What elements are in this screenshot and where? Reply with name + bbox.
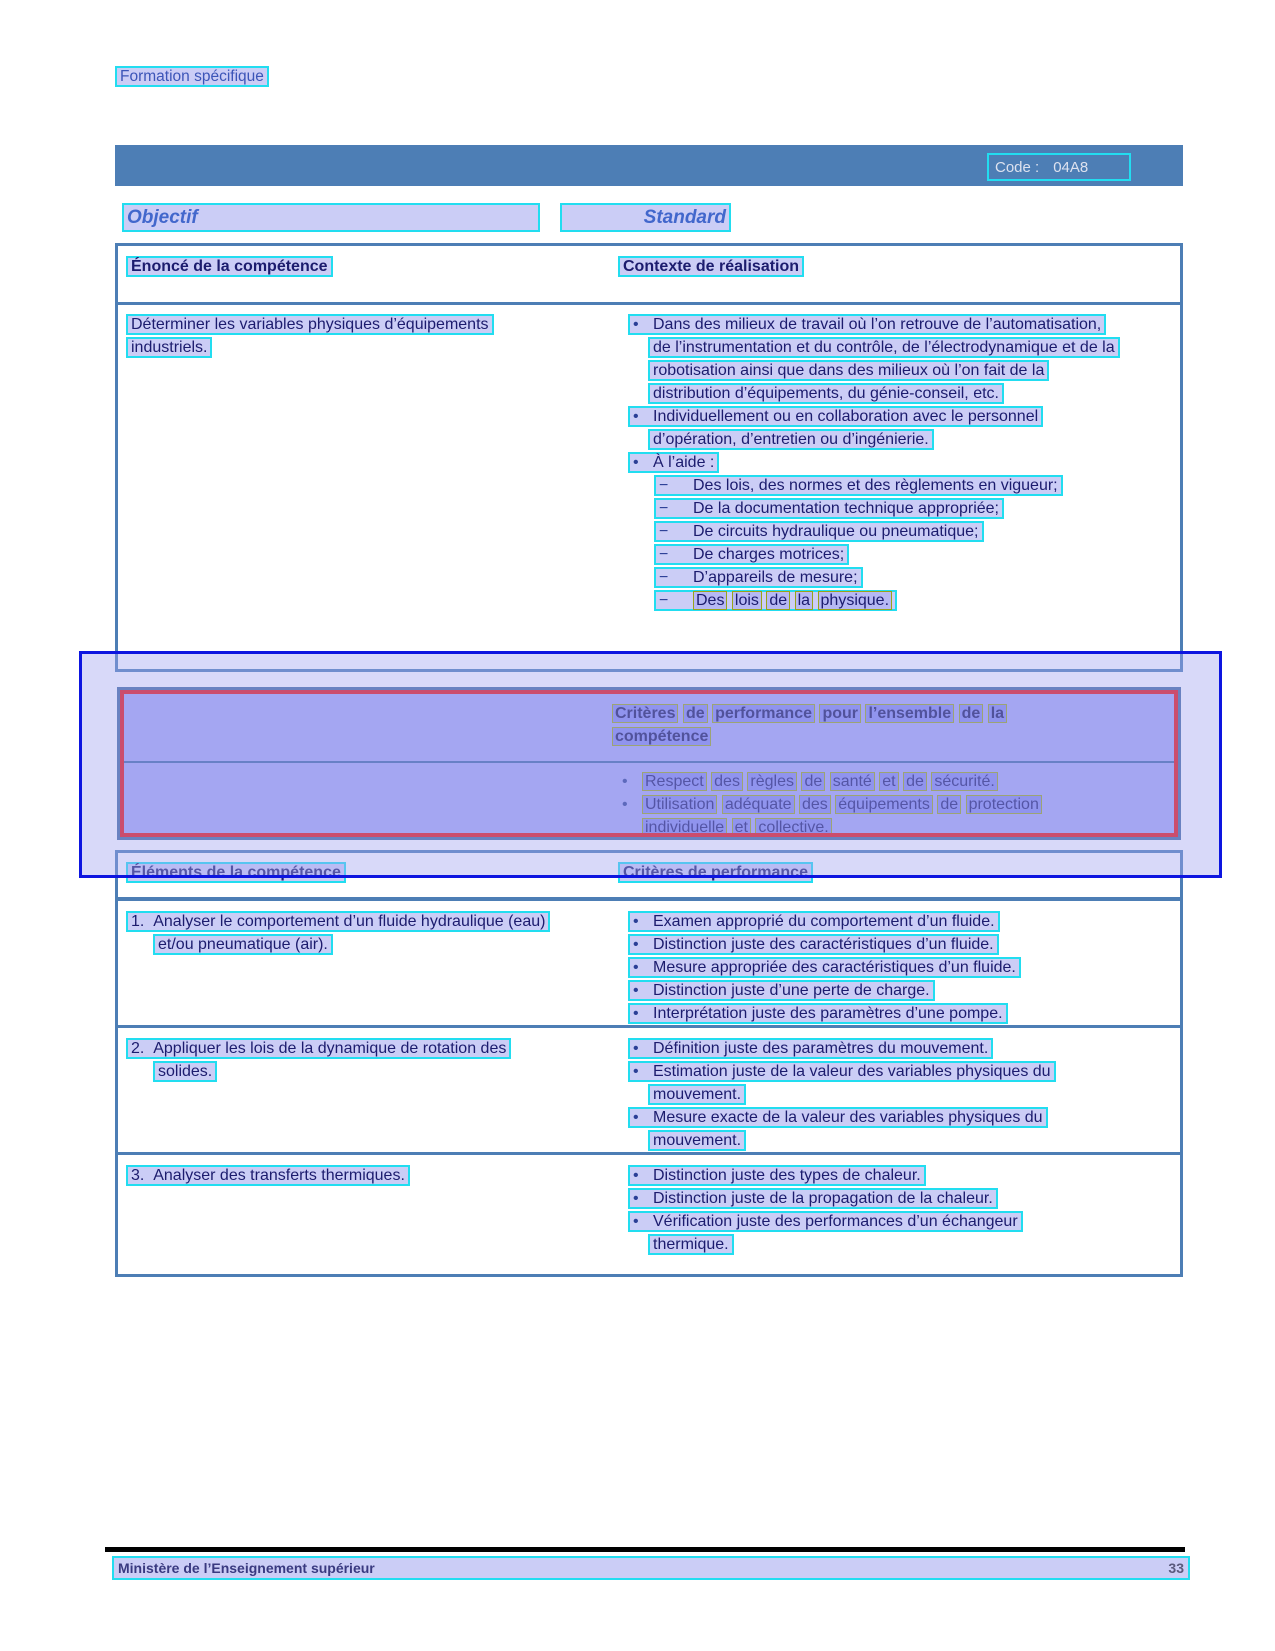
enonce-cell: Déterminer les variables physiques d’équipements industriels. (126, 313, 556, 612)
table2-rows (118, 901, 1180, 1256)
table-row (118, 901, 1180, 1025)
contexte-item: − De circuits hydraulique ou pneumatique; (618, 520, 1116, 543)
element-cell: 1. Analyser le comportement d’un fluide hydraulique (eau) et/ou pneumatique (air). (126, 910, 556, 1025)
heading-standard: Standard (560, 203, 731, 228)
footer-rule (105, 1547, 1185, 1552)
heading-objectif: Objectif (122, 203, 540, 228)
contexte-item: • À l’aide : (618, 451, 1116, 474)
criteria-item: • Distinction juste des caractéristiques d’un fluide. (618, 933, 1088, 956)
table-row (118, 1025, 1180, 1152)
table1-header-row (118, 246, 1180, 305)
table2-header-elements: Éléments de la compétence (126, 864, 618, 897)
elements-criteria-table (115, 850, 1183, 1277)
criteria-item: • Définition juste des paramètres du mouvement. (618, 1037, 1088, 1060)
competence-context-table (115, 243, 1183, 672)
table1-header-contexte: Contexte de réalisation (618, 258, 1180, 302)
criteria-item: • Distinction juste des types de chaleur. (618, 1164, 1088, 1187)
element-cell: 2. Appliquer les lois de la dynamique de rotation des solides. (126, 1037, 556, 1152)
contexte-item: − Des lois de la physique. (618, 589, 1116, 612)
code-value: 04A8 (1053, 158, 1089, 176)
criteria-list (618, 1164, 1088, 1256)
criteria-cell (618, 1037, 1180, 1152)
criteria-list (618, 910, 1088, 1025)
criteria-item: • Estimation juste de la valeur des variables physiques du mouvement. (618, 1060, 1088, 1106)
contexte-item: − Des lois, des normes et des règlements en vigueur; (618, 474, 1116, 497)
contexte-item: − D’appareils de mesure; (618, 566, 1116, 589)
footer-page-number: 33 (1168, 1560, 1184, 1576)
table2-header-criteres: Critères de performance (618, 864, 1180, 897)
table2-header-row (118, 853, 1180, 901)
criteria-item: • Mesure appropriée des caractéristiques d’un fluide. (618, 956, 1088, 979)
criteria-item: • Vérification juste des performances d’un échangeur thermique. (618, 1210, 1088, 1256)
criteria-item: • Examen approprié du comportement d’un fluide. (618, 910, 1088, 933)
contexte-item: • Individuellement ou en collaboration avec le personnel d’opération, d’entretien ou d’ingénierie. (618, 405, 1116, 451)
table1-body-row (118, 305, 1180, 612)
ensemble-divider (124, 761, 1174, 763)
footer (112, 1556, 1190, 1580)
table1-header-enonce: Énoncé de la compétence (126, 258, 618, 302)
criteria-cell (618, 1164, 1180, 1256)
ensemble-criteria-table (117, 687, 1181, 840)
contexte-item: − De la documentation technique appropriée; (618, 497, 1116, 520)
contexte-list (618, 313, 1116, 612)
selection-red-outline (120, 690, 1178, 837)
ensemble-criteria-item: • Respect des règles de santé et de sécurité. (612, 770, 1112, 793)
table-row (118, 1152, 1180, 1256)
ensemble-title: Critères de performance pour l’ensemble de la compétence (612, 702, 1082, 748)
criteria-cell (618, 910, 1180, 1025)
contexte-item: • Dans des milieux de travail où l’on retrouve de l’automatisation, de l’instrumentation et du contrôle, de l’électrodynamique et de la robotisation ainsi que dans des milieux où l’on fait de la distribution d’équipements, du génie-conseil, etc. (618, 313, 1116, 405)
criteria-item: • Distinction juste d’une perte de charge. (618, 979, 1088, 1002)
criteria-list (618, 1037, 1088, 1152)
contexte-item: − De charges motrices; (618, 543, 1116, 566)
contexte-cell (618, 313, 1180, 612)
code-badge (987, 153, 1131, 181)
element-cell: 3. Analyser des transferts thermiques. (126, 1164, 556, 1256)
code-label: Code : (995, 158, 1040, 176)
title-band (115, 145, 1183, 186)
criteria-item: • Interprétation juste des paramètres d’une pompe. (618, 1002, 1088, 1025)
section-label: Formation spécifique (115, 68, 269, 86)
ensemble-criteria-item: • Utilisation adéquate des équipements de protection individuelle et collective. (612, 793, 1112, 839)
criteria-item: • Mesure exacte de la valeur des variables physiques du mouvement. (618, 1106, 1088, 1152)
footer-ministry: Ministère de l’Enseignement supérieur (118, 1560, 375, 1576)
criteria-item: • Distinction juste de la propagation de la chaleur. (618, 1187, 1088, 1210)
